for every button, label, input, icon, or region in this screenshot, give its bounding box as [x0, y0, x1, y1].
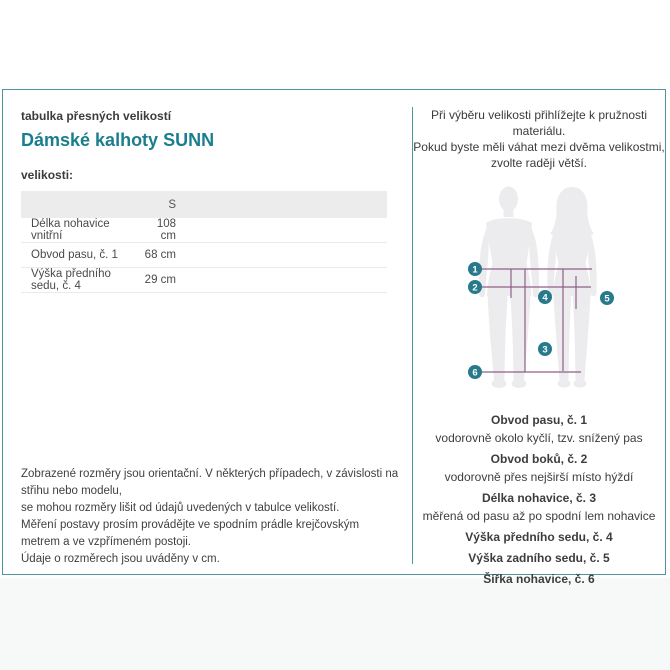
- svg-text:6: 6: [472, 367, 478, 379]
- row-value: 68 cm: [144, 249, 176, 261]
- left-pane: [3, 90, 412, 574]
- measurement-legend: [413, 413, 665, 587]
- svg-text:4: 4: [542, 292, 548, 304]
- legend-item: [413, 452, 665, 485]
- legend-desc: vodorovně okolo kyčlí, tzv. snížený pas: [435, 431, 643, 445]
- legend-desc: vodorovně přes nejširší místo hýždí: [444, 470, 634, 484]
- table-row: [21, 268, 387, 293]
- svg-text:5: 5: [604, 293, 610, 305]
- legend-title: Výška zadního sedu, č. 5: [468, 551, 610, 565]
- marker-1: [468, 262, 482, 276]
- marker-2: [468, 280, 482, 294]
- advice-line: zvolte raději větší.: [490, 156, 588, 170]
- legend-title: Obvod pasu, č. 1: [490, 413, 588, 427]
- svg-text:2: 2: [472, 282, 478, 294]
- advice-line: Při výběru velikosti přihlížejte k pružnosti materiálu.: [430, 108, 648, 138]
- page-background-strip: [0, 578, 670, 670]
- note-line: Zobrazené rozměry jsou orientační. V některých případech, v závislosti na střihu nebo modelu,: [21, 468, 399, 497]
- legend-item: [413, 551, 665, 566]
- table-row: [21, 218, 387, 243]
- legend-item: [413, 413, 665, 446]
- size-chart-panel: [2, 89, 666, 586]
- advice-line: Pokud byste měli váhat mezi dvěma velikostmi,: [413, 140, 665, 154]
- legend-item: [413, 572, 665, 587]
- marker-4: [538, 290, 552, 304]
- svg-text:1: 1: [472, 264, 478, 276]
- svg-text:3: 3: [542, 344, 548, 356]
- size-header-cell: S: [168, 198, 176, 211]
- measurement-figure: [419, 184, 659, 404]
- row-label: Výška předního sedu, č. 4: [31, 268, 111, 292]
- size-table: [21, 191, 387, 293]
- table-caption: tabulka přesných velikostí: [21, 109, 172, 123]
- marker-6: [468, 365, 482, 379]
- legend-title: Obvod boků, č. 2: [490, 452, 588, 466]
- note-line: se mohou rozměry lišit od údajů uvedených v tabulce velikostí.: [21, 502, 340, 514]
- note-line: Údaje o rozměrech jsou uváděny v cm.: [21, 553, 220, 565]
- row-value: 29 cm: [144, 274, 176, 286]
- legend-item: [413, 491, 665, 524]
- row-label: Obvod pasu, č. 1: [31, 249, 118, 261]
- row-value: 108 cm: [156, 218, 176, 242]
- sizes-label: velikosti:: [21, 168, 74, 182]
- table-row: [21, 243, 387, 268]
- row-label: Délka nohavice vnitřní: [31, 218, 110, 242]
- page-title: Dámské kalhoty SUNN: [21, 130, 215, 150]
- legend-title: Šířka nohavice, č. 6: [483, 572, 595, 586]
- measurement-notes: [21, 466, 401, 568]
- legend-title: Výška předního sedu, č. 4: [465, 530, 613, 544]
- right-pane: [413, 90, 665, 586]
- table-header-row: [21, 191, 387, 218]
- legend-desc: měřená od pasu až po spodní lem nohavice: [422, 509, 656, 523]
- marker-5: [600, 291, 614, 305]
- marker-3: [538, 342, 552, 356]
- legend-title: Délka nohavice, č. 3: [481, 491, 597, 505]
- sizing-advice: [413, 107, 665, 171]
- note-line: Měření postavy prosím provádějte ve spodním prádle krejčovským metrem a ve vzpřímeném postoji.: [21, 519, 360, 548]
- legend-item: [413, 530, 665, 545]
